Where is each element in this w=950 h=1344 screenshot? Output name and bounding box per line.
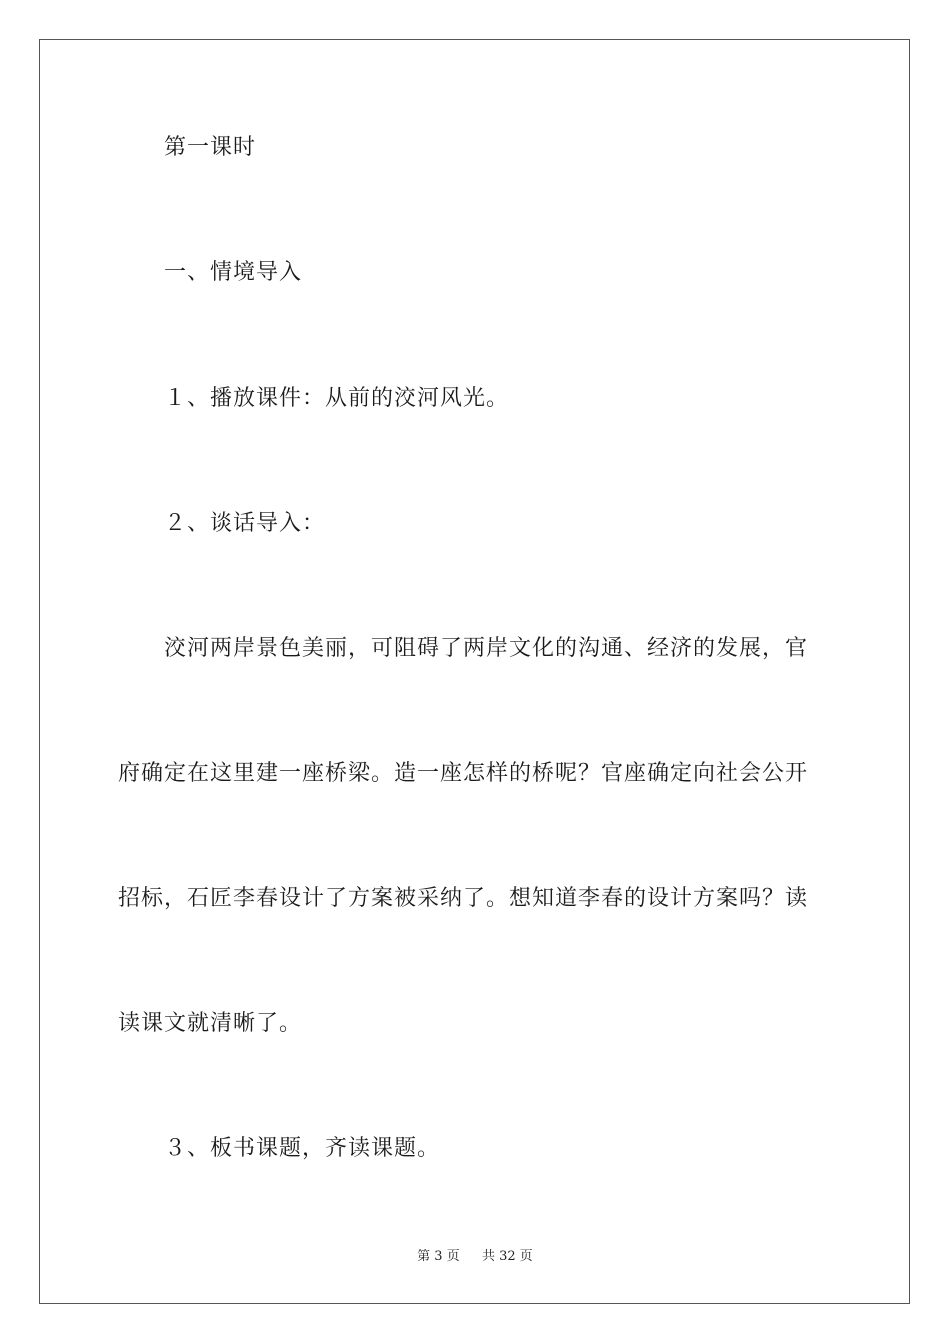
body-line-4: 读课文就清晰了。	[118, 1011, 303, 1036]
page-footer	[0, 1248, 950, 1266]
page-total: 共 32 页	[482, 1249, 533, 1264]
body-line-3: 招标，石匠李春设计了方案被采纳了。想知道李春的设计方案吗？读	[118, 886, 809, 911]
body-line-2: 府确定在这里建一座桥梁。造一座怎样的桥呢？官座确定向社会公开	[118, 761, 809, 786]
lesson-heading: 第一课时	[164, 135, 257, 160]
page-border	[39, 39, 910, 1304]
paragraph-item-3: ３、板书课题，齐读课题。	[164, 1136, 441, 1161]
page-number: 第 3 页	[417, 1249, 460, 1264]
paragraph-item-1: １、播放课件：从前的洨河风光。	[164, 386, 510, 411]
body-line-1: 洨河两岸景色美丽，可阻碍了两岸文化的沟通、经济的发展，官	[164, 636, 809, 661]
paragraph-item-2: ２、谈话导入：	[164, 511, 326, 536]
section-heading: 一、情境导入	[164, 260, 303, 285]
